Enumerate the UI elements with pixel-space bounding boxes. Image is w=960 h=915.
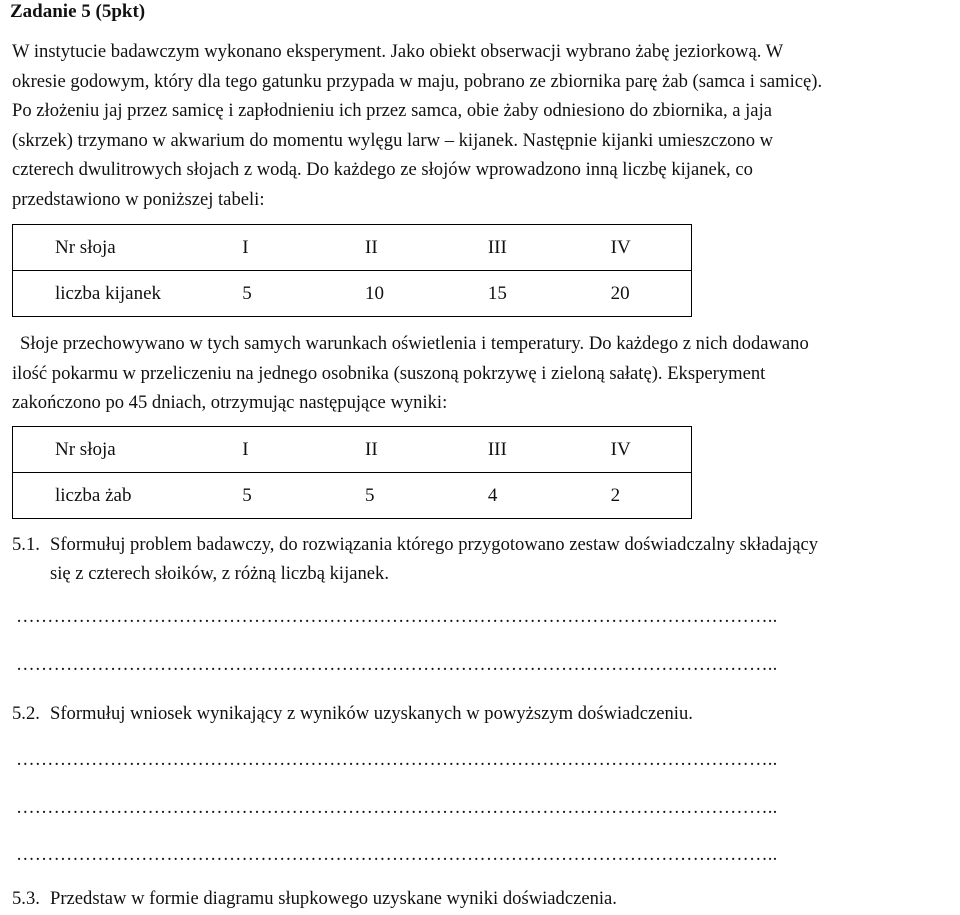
table-cell: I [200,427,323,473]
table-cell: 2 [569,473,692,519]
middle-paragraph [12,329,952,418]
table-cell: 20 [569,271,692,317]
task-title: Zadanie 5 (5pkt) [10,1,146,22]
table-cell: IV [569,427,692,473]
intro-line: Po złożeniu jaj przez samicę i zapłodnieniu ich przez samca, obie żaby odniesiono do zbiornika, a jaja [12,100,772,122]
table-header-row [13,427,692,473]
answer-line[interactable]: ………………………………………………………………………………………………………….. [16,749,778,770]
table-cell: liczba kijanek [13,271,201,317]
table-cell: 15 [446,271,569,317]
intro-paragraph [12,37,952,215]
table-cell: I [200,225,323,271]
table-cell: 5 [200,271,323,317]
question-text: Przedstaw w formie diagramu słupkowego uzyskane wyniki doświadczenia. [50,888,617,909]
question-text: Sformułuj problem badawczy, do rozwiązania którego przygotowano zestaw doświadczalny składający [50,534,819,555]
table-cell: 10 [323,271,446,317]
table-cell: II [323,225,446,271]
answer-line[interactable]: ………………………………………………………………………………………………………….. [16,654,778,675]
question-5-1 [12,530,952,588]
question-5-2 [12,699,952,728]
question-number: 5.1. [12,534,40,555]
intro-line: W instytucie badawczym wykonano eksperyment. Jako obiekt obserwacji wybrano żabę jeziorkową. W [12,41,784,62]
table-cell: III [446,427,569,473]
table-row [13,473,692,519]
table-header-row [13,225,692,271]
answer-line[interactable]: ………………………………………………………………………………………………………….. [16,797,778,818]
table-cell: Nr słoja [13,225,201,271]
middle-line: Słoje przechowywano w tych samych warunkach oświetlenia i temperatury. Do każdego z nich dodawano [20,333,809,354]
intro-line: okresie godowym, który dla tego gatunku przypada w maju, pobrano ze zbiornika parę żab (samca i samicę). [12,70,823,92]
intro-line: czterech dwulitrowych słojach z wodą. Do każdego ze słojów wprowadzono inną liczbę kijanek, co [12,159,753,181]
tadpole-count-table [12,224,692,317]
table-cell: 5 [200,473,323,519]
question-5-3 [12,884,952,913]
table-cell: 5 [323,473,446,519]
question-text: się z czterech słoików, z różną liczbą kijanek. [50,563,389,584]
frog-count-table [12,426,692,519]
table-row [13,271,692,317]
table-cell: III [446,225,569,271]
question-number: 5.3. [12,888,40,909]
question-text: Sformułuj wniosek wynikający z wyników uzyskanych w powyższym doświadczeniu. [50,703,693,724]
intro-line: (skrzek) trzymano w akwarium do momentu wylęgu larw – kijanek. Następnie kijanki umieszczono w [12,129,774,151]
answer-line[interactable]: ………………………………………………………………………………………………………….. [16,606,778,627]
table-cell: liczba żab [13,473,201,519]
intro-line: przedstawiono w poniższej tabeli: [12,188,265,210]
table-cell: 4 [446,473,569,519]
middle-line: zakończono po 45 dniach, otrzymując następujące wyniki: [12,392,448,414]
table-cell: II [323,427,446,473]
question-number: 5.2. [12,703,40,724]
middle-line: ilość pokarmu w przeliczeniu na jednego osobnika (suszoną pokrzywę i zieloną sałatę). Eksperyment [12,362,766,384]
answer-line[interactable]: ………………………………………………………………………………………………………….. [16,844,778,865]
table-cell: Nr słoja [13,427,201,473]
table-cell: IV [569,225,692,271]
